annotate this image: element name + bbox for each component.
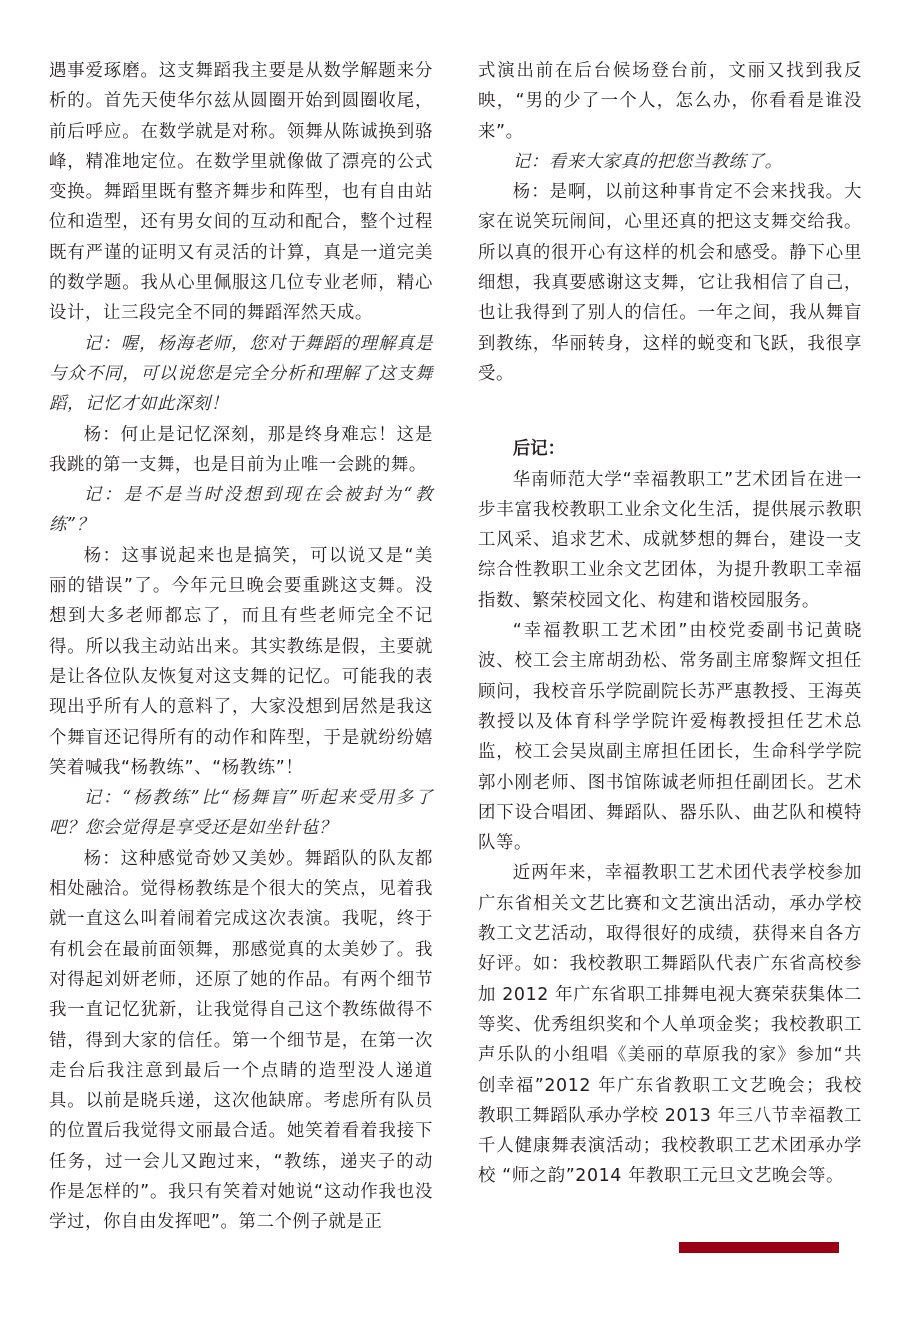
article-end-bar: [679, 1242, 839, 1253]
left-column: [49, 56, 433, 1238]
paragraph-answer: 杨：这事说起来也是搞笑，可以说又是“美丽的错误”了。今年元旦晚会要重跳这支舞。没想到大多老师都忘了，而且有些老师完全不记得。所以我主动站出来。其实教练是假，主要就是让各位队友恢复对这支舞的记忆。可能我的表现出乎所有人的意料了，大家没想到居然是我这个舞盲还记得所有的动作和阵型，于是就纷纷嬉笑着喊我“杨教练”、“杨教练”！: [49, 545, 433, 778]
paragraph-answer: 杨：这种感觉奇妙又美妙。舞蹈队的队友都相处融洽。觉得杨教练是个很大的笑点，见着我就一直这么叫着闹着完成这次表演。我呢，终于有机会在最前面领舞，那感觉真的太美妙了。我对得起刘妍老师，还原了她的作品。有两个细节我一直记忆犹新，让我觉得自己这个教练做得不错，得到大家的信任。第一个细节是，在第一次走台后我注意到最后一个点睛的造型没人递道具。以前是晓兵递，这次他缺席。考虑所有队员的位置后我觉得文丽最合适。她笑着看着我接下任务，过一会儿又跑过来，“教练，递夹子的动作是怎样的”。我只有笑着对她说“这动作我也没学过，你自由发挥吧”。第二个例子就是正: [49, 848, 433, 1233]
paragraph-answer-continued: 式演出前在后台候场登台前，文丽又找到我反映，“男的少了一个人，怎么办，你看看是谁没来”。: [478, 61, 862, 142]
afterword-paragraph: 近两年来，幸福教职工艺术团代表学校参加广东省相关文艺比赛和文艺演出活动，承办学校教工文艺活动，取得很好的成绩，获得来自各方好评。如：我校教职工舞蹈队代表广东省高校参加 2012 年广东省职工排舞电视大赛荣获集体二等奖、优秀组织奖和个人单项金奖；我校教职工声乐队的小组唱《美丽的草原我的家》参加“共创幸福”2012 年广东省教职工文艺晚会；我校教职工舞蹈队承办学校 2013 年三八节幸福教工千人健康舞表演活动；我校教职工艺术团承办学校 “师之韵”2014 年教职工元旦文艺晚会等。: [478, 863, 862, 1187]
paragraph-question: 记：喔，杨海老师，您对于舞蹈的理解真是与众不同，可以说您是完全分析和理解了这支舞蹈，记忆才如此深刻！: [49, 333, 433, 415]
paragraph-answer-continued: 遇事爱琢磨。这支舞蹈我主要是从数学解题来分析的。首先天使华尔兹从圆圈开始到圆圈收尾，前后呼应。在数学就是对称。领舞从陈诚换到骆峰，精准地定位。在数学里就像做了漂亮的公式变换。舞蹈里既有整齐舞步和阵型，也有自由站位和造型，还有男女间的互动和配合，整个过程既有严谨的证明又有灵活的计算，真是一道完美的数学题。我从心里佩服这几位专业老师，精心设计，让三段完全不同的舞蹈浑然天成。: [49, 61, 433, 324]
paragraph-answer: 杨：是啊，以前这种事肯定不会来找我。大家在说笑玩闹间，心里还真的把这支舞交给我。所以真的很开心有这样的机会和感受。静下心里细想，我真要感谢这支舞，它让我相信了自己，也让我得到了别人的信任。一年之间，我从舞盲到教练，华丽转身，这样的蜕变和飞跃，我很享受。: [478, 182, 862, 384]
afterword-heading: 后记：: [512, 439, 565, 460]
paragraph-question: 记：看来大家真的把您当教练了。: [512, 151, 783, 172]
right-column: [478, 56, 862, 1192]
afterword-paragraph: 华南师范大学“幸福教职工”艺术团旨在进一步丰富我校教职工业余文化生活，提供展示教职工风采、追求艺术、成就梦想的舞台，建设一支综合性教职工业余文艺团体，为提升教职工幸福指数、繁荣校园文化、构建和谐校园服务。: [478, 469, 862, 611]
paragraph-question: 记：“杨教练”比“杨舞盲”听起来受用多了吧？您会觉得是享受还是如坐针毡？: [49, 788, 433, 839]
afterword-paragraph: “幸福教职工艺术团”由校党委副书记黄晓波、校工会主席胡劲松、常务副主席黎辉文担任顾问，我校音乐学院副院长苏严惠教授、王海英教授以及体育科学学院许爱梅教授担任艺术总监，校工会吴岚副主席担任团长，生命科学学院郭小刚老师、图书馆陈诚老师担任副团长。艺术团下设合唱团、舞蹈队、器乐队、曲艺队和模特队等。: [478, 621, 862, 854]
section-spacer: [478, 389, 862, 434]
paragraph-question: 记：是不是当时没想到现在会被封为“教练”？: [49, 485, 433, 536]
paragraph-answer: 杨：何止是记忆深刻，那是终身难忘！这是我跳的第一支舞，也是目前为止唯一会跳的舞。: [49, 424, 433, 475]
